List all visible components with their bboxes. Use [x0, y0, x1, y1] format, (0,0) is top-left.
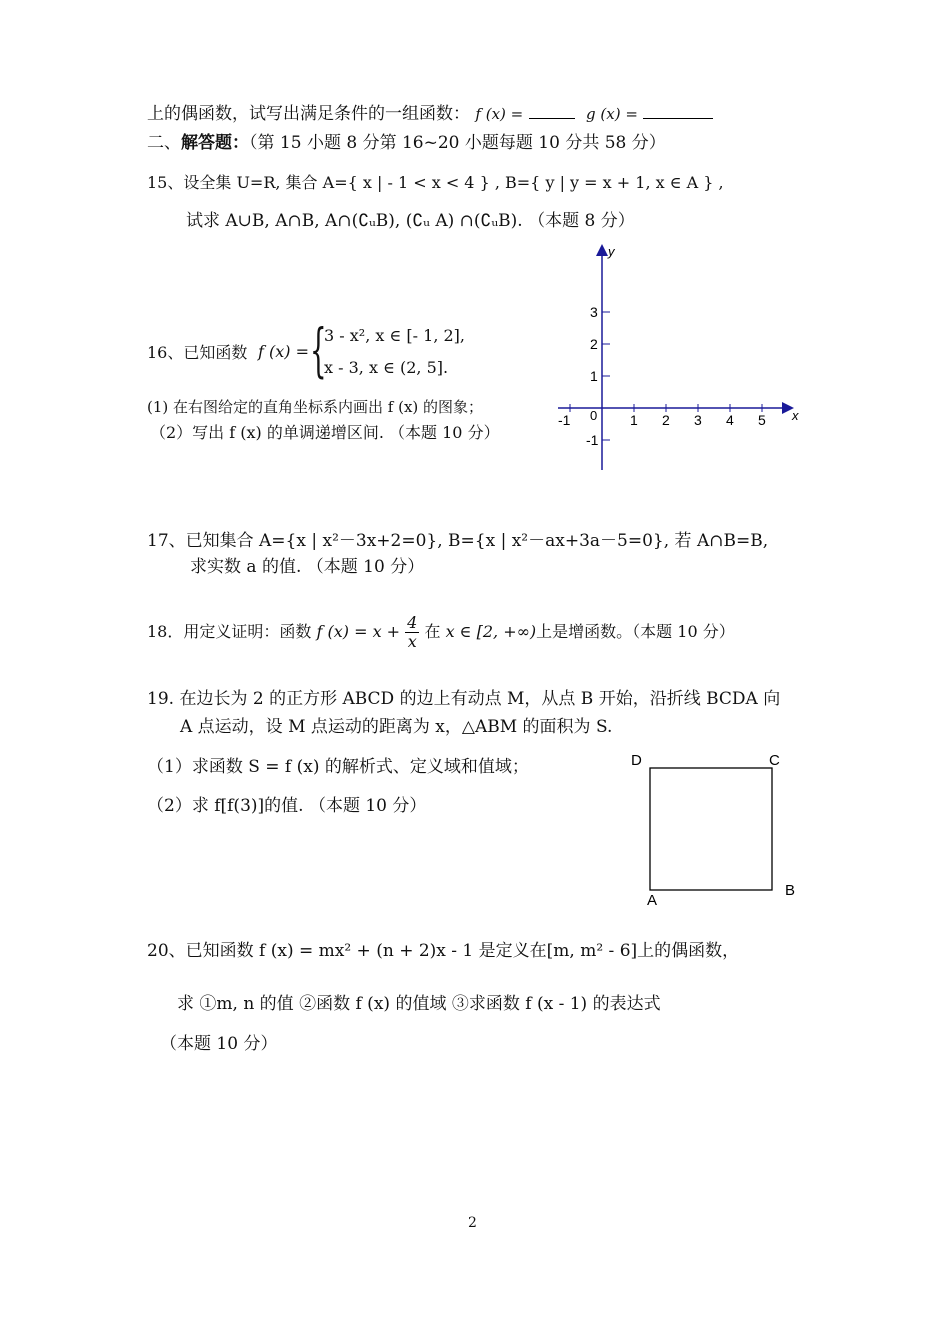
vertex-C: C — [769, 752, 780, 769]
q16-part1: (1) 在右图给定的直角坐标系内画出 f (x) 的图象； — [147, 398, 484, 416]
q18 — [147, 612, 735, 652]
y-tick-label: 2 — [590, 336, 598, 352]
square — [650, 768, 772, 890]
g-answer-blank[interactable] — [643, 102, 713, 119]
vertex-D: D — [631, 752, 642, 769]
q18-domain: x ∈ [2, +∞) — [445, 622, 537, 641]
y-tick-label: -1 — [586, 432, 599, 448]
y-ticks — [586, 304, 610, 448]
q20-line2: 求 ①m, n 的值 ②函数 f (x) 的值域 ③求函数 f (x - 1) 的表达式 — [177, 994, 661, 1014]
q18-prefix: 18．用定义证明：函数 — [147, 622, 312, 641]
x-tick-label: 4 — [726, 412, 734, 428]
x-axis-label: x — [792, 408, 799, 423]
x-tick-label: 1 — [630, 412, 638, 428]
y-axis-label: y — [608, 244, 615, 259]
q19-line2: A 点运动，设 M 点运动的距离为 x，△ABM 的面积为 S. — [180, 717, 613, 737]
q18-suffix: 上是增函数。（本题 10 分） — [536, 622, 735, 641]
q19-line1: 19. 在边长为 2 的正方形 ABCD 的边上有动点 M，从点 B 开始，沿折线 BCDA 向 — [147, 689, 781, 709]
page-number: 2 — [468, 1215, 477, 1231]
q16-case1: 3 - x², x ∈ [- 1, 2], — [324, 326, 465, 345]
q19-part2: （2）求 f[f(3)]的值. （本题 10 分） — [147, 796, 427, 816]
q16-case2: x - 3, x ∈ (2, 5]. — [324, 358, 449, 377]
f-label: f (x) = — [475, 105, 524, 123]
q16-intro — [147, 342, 247, 364]
q20-line3: （本题 10 分） — [160, 1034, 278, 1054]
brace-icon: { — [310, 316, 327, 384]
line-even-function — [147, 102, 713, 125]
x-tick-label: 5 — [758, 412, 766, 428]
q15-line2: 试求 A∪B, A∩B, A∩(∁ᵤB), (∁ᵤ A) ∩(∁ᵤB). （本题 8 分） — [186, 211, 635, 231]
q18-denominator: x — [407, 632, 417, 651]
section-prefix: 二、 — [147, 133, 181, 153]
q18-fraction — [405, 614, 419, 651]
x-tick-label: -1 — [558, 412, 571, 428]
q16-intro-text: 16、已知函数 — [147, 343, 248, 362]
section-desc: （第 15 小题 8 分第 16~20 小题每题 10 分共 58 分） — [249, 133, 666, 153]
f-answer-blank[interactable] — [529, 102, 575, 119]
section-2-header — [147, 132, 666, 154]
square-abcd-figure — [625, 745, 815, 915]
q16-part2: （2）写出 f (x) 的单调递增区间. （本题 10 分） — [150, 423, 500, 442]
q17-line1: 17、已知集合 A={x | x²－3x+2=0}, B={x | x²－ax+3a－5=0}, 若 A∩B=B, — [147, 531, 769, 551]
section-title: 解答题： — [181, 133, 249, 153]
q18-numerator: 4 — [407, 613, 418, 632]
g-label: g (x) = — [586, 105, 638, 123]
y-tick-label: 3 — [590, 304, 598, 320]
vertex-A: A — [647, 892, 658, 909]
q17-line2: 求实数 a 的值. （本题 10 分） — [190, 557, 425, 577]
y-tick-label: 1 — [590, 368, 598, 384]
coordinate-axes — [550, 240, 810, 480]
even-function-text: 上的偶函数，试写出满足条件的一组函数： — [147, 104, 470, 124]
vertex-B: B — [785, 882, 796, 899]
q16-fx: f (x) = — [258, 342, 310, 361]
q19-part1: （1）求函数 S = f (x) 的解析式、定义域和值域； — [147, 757, 529, 777]
q20-line1: 20、已知函数 f (x) = mx² + (n + 2)x - 1 是定义在[m, m² - 6]上的偶函数， — [147, 941, 740, 961]
q15-line1: 15、设全集 U=R, 集合 A={ x | - 1 < x < 4 } , B={ y | y = x + 1, x ∈ A } , — [147, 173, 724, 192]
q18-fx: f (x) = x + — [316, 622, 401, 641]
x-tick-label: 3 — [694, 412, 702, 428]
x-tick-label: 2 — [662, 412, 670, 428]
origin-label: 0 — [590, 408, 598, 423]
q18-mid: 在 — [424, 622, 441, 641]
